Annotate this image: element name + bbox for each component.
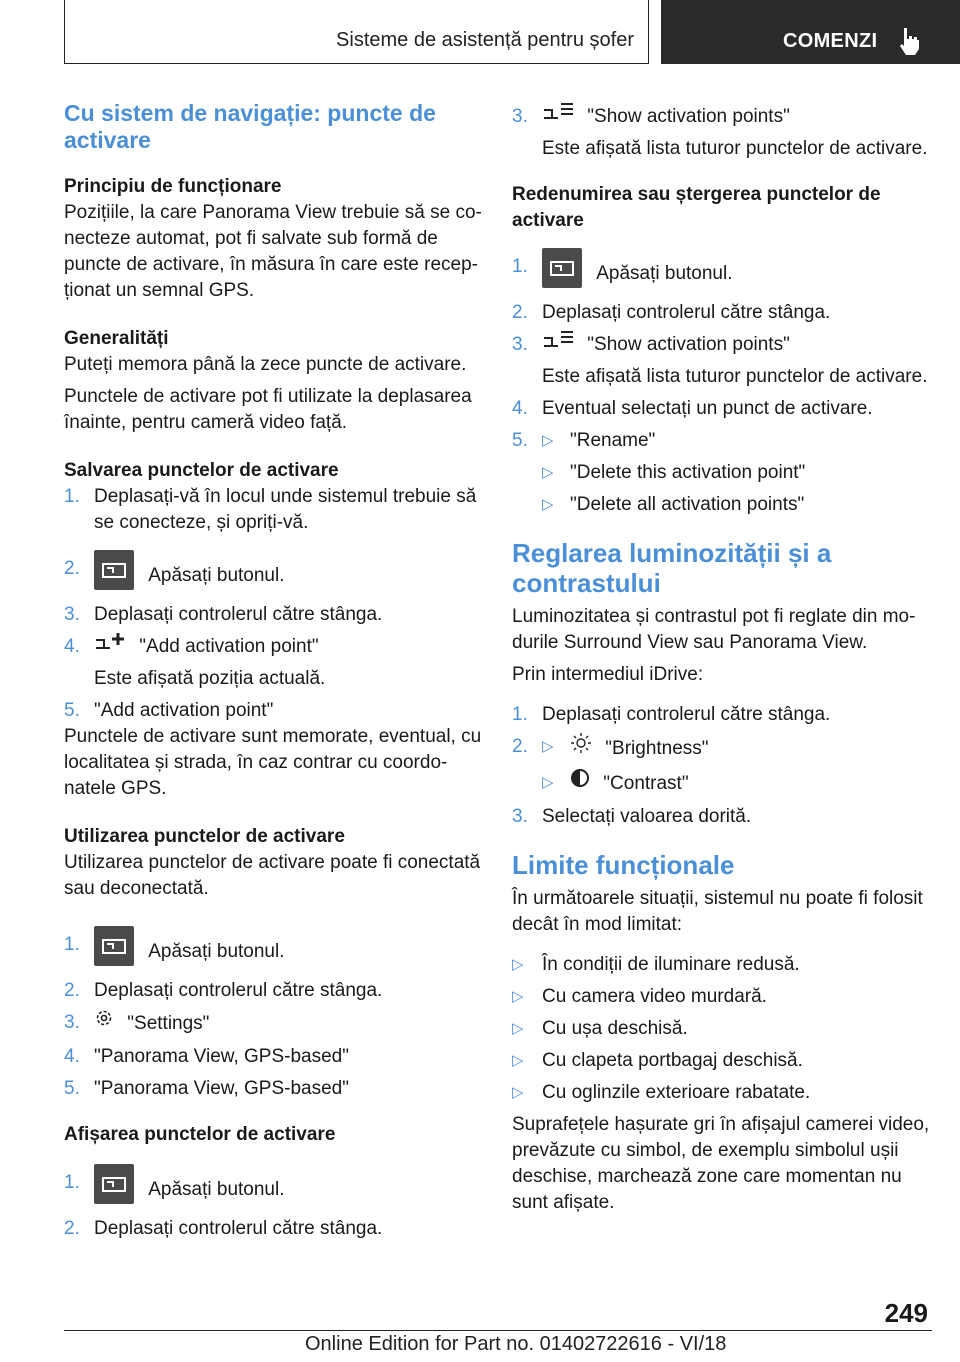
list-item: 2. Deplasați controlerul către stânga. [64,1218,383,1240]
triangle-bullet-icon: ▷ [542,432,554,450]
camera-button-icon [94,550,134,590]
list-item: 5. ▷ "Rename" [512,428,932,454]
list-item: ▷ "Delete this activation point" [542,460,932,486]
triangle-bullet-icon: ▷ [542,496,554,514]
limits-title: Limite funcționale [512,850,735,881]
general-text-2: Punctele de activare pot fi utilizate la deplasarea înainte, pentru cameră video față. [64,386,472,433]
list-item: 3. "Show activation points" Este afișată lista tuturor punctelor de activare. [512,332,932,390]
list-item: 1. Apăsați butonul. [512,254,932,294]
brightness-text: Luminozitatea și contrastul pot fi reglate din mo-durile Surround View sau Panorama View. [512,606,916,654]
list-item: 1. Deplasați controlerul către stânga. [512,704,831,726]
list-item: ▷ În condiții de iluminare redusă. [512,952,932,978]
list-item: 5. "Panorama View, GPS-based" [64,1078,349,1100]
triangle-bullet-icon: ▷ [542,774,554,792]
list-item: 1. Apăsați butonul. [64,932,482,972]
general-heading: Generalități [64,328,169,349]
triangle-bullet-icon: ▷ [542,464,554,482]
triangle-bullet-icon: ▷ [512,1084,524,1102]
list-item: ▷ Cu ușa deschisă. [512,1016,932,1042]
header-tab-box[interactable] [661,0,960,64]
use-heading: Utilizarea punctelor de activare [64,826,345,848]
list-item: 2. Apăsați butonul. [64,556,482,596]
list-item: 5. "Add activation point" [64,700,274,722]
triangle-bullet-icon: ▷ [542,738,554,756]
header-section-title: Sisteme de asistență pentru șofer [336,29,634,51]
list-item: 3. Selectați valoarea dorită. [512,806,752,828]
list-item: 2. Deplasați controlerul către stânga. [512,302,831,324]
brightness-icon [570,732,592,762]
principle-heading: Principiu de funcționare [64,176,282,197]
camera-button-icon [94,926,134,966]
page-number: 249 [884,1298,928,1328]
list-item: ▷ "Delete all activation points" [542,492,932,518]
list-item: 2. ▷ "Brightness" ▷ "Contrast" [512,734,932,798]
footer-edition: Online Edition for Part no. 01402722616 - VI/18 [305,1333,727,1355]
brightness-via: Prin intermediul iDrive: [512,664,704,686]
list-item: 1. Apăsați butonul. [64,1170,482,1210]
list-item: 1. Deplasați-vă în locul unde sistemul trebuie să se conecteze, și opriți-vă. [64,486,477,533]
pointing-hand-icon [897,26,921,61]
section-title-activation-points: Cu sistem de navigație: puncte de activare [64,100,436,153]
list-item: 3. "Show activation points" Este afișată lista tuturor punctelor de activare. [512,104,932,162]
limits-after-text: Suprafețele hașurate gri în afișajul camerei video, prevăzute cu simbol, de exemplu simbolul ușii deschise, marchează zone care momentan nu sunt afișate. [512,1114,930,1214]
list-view-icon [542,330,574,356]
triangle-bullet-icon: ▷ [512,1052,524,1070]
save-after-text: Punctele de activare sunt memorate, eventual, cu localitatea și strada, în caz contrar cu coordo-natele GPS. [64,726,482,800]
rename-heading: Redenumirea sau ștergerea punctelor de activare [512,184,881,232]
triangle-bullet-icon: ▷ [512,956,524,974]
list-item: ▷ Cu oglinzile exterioare rabatate. [512,1080,932,1106]
list-item: 2. Deplasați controlerul către stânga. [64,980,383,1002]
contrast-icon [570,768,590,796]
gear-icon [94,1008,114,1036]
limits-text: În următoarele situații, sistemul nu poate fi folosit decât în mod limitat: [512,888,923,936]
add-activation-point-icon [94,632,126,658]
footer-divider [64,1330,932,1331]
principle-text: Pozițiile, la care Panorama View trebuie să se co-necteze automat, pot fi salvate sub formă de puncte de activare, în măsura în care este recep-ționat un semnal GPS. [64,202,482,301]
list-item: 3. Deplasați controlerul către stânga. [64,604,383,625]
triangle-bullet-icon: ▷ [512,988,524,1006]
right-column [512,104,932,1216]
camera-button-icon [94,1164,134,1204]
left-column [64,100,482,1248]
save-heading: Salvarea punctelor de activare [64,460,339,481]
triangle-bullet-icon: ▷ [512,1020,524,1038]
display-heading: Afișarea punctelor de activare [64,1124,336,1146]
header-tab-label: COMENZI [783,30,878,52]
header-section-box [64,0,649,64]
list-item: 4. "Panorama View, GPS-based" [64,1046,349,1068]
list-item: 4. "Add activation point" Este afișată poziția actuală. [64,634,482,692]
general-text-1: Puteți memora până la zece puncte de activare. [64,354,467,375]
brightness-title: Reglarea luminozității și a contrastului [512,538,832,599]
list-item: 3. "Settings" [64,1010,482,1038]
list-item: 4. Eventual selectați un punct de activare. [512,398,873,420]
list-item: ▷ Cu camera video murdară. [512,984,932,1010]
use-text: Utilizarea punctelor de activare poate fi conectată sau deconectată. [64,852,481,900]
camera-button-icon [542,248,582,288]
list-item: ▷ Cu clapeta portbagaj deschisă. [512,1048,932,1074]
list-view-icon [542,102,574,128]
